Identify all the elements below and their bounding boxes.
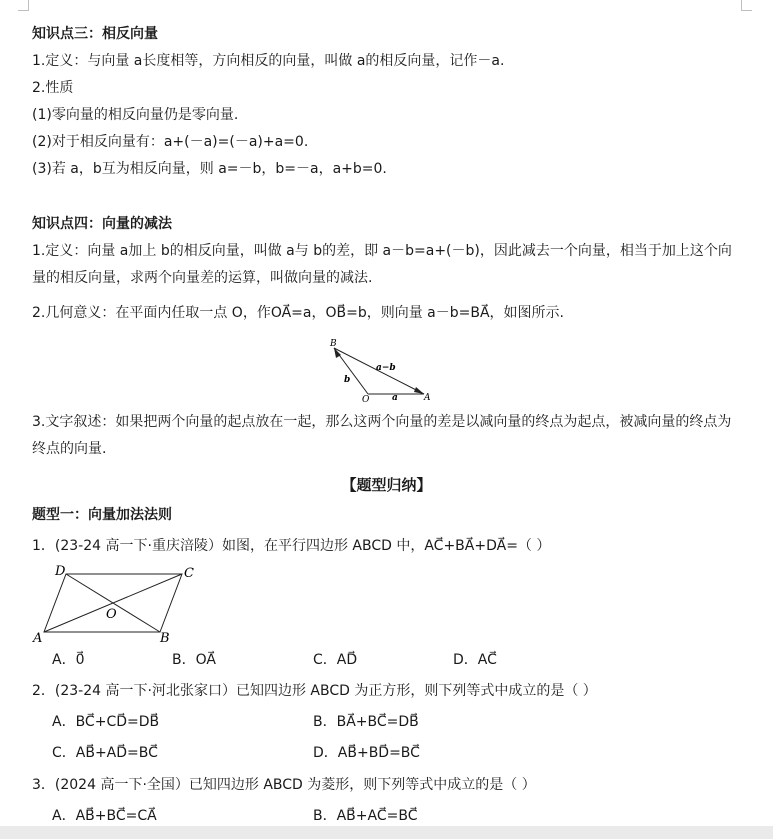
section4-definition-line1: 1.定义：向量 a加上 b的相反向量，叫做 a与 b的差，即 a－b=a+(－b)，因此减去一个向量，相当于加上这个向 [32, 243, 732, 259]
question-types-heading: 【题型归纳】 [341, 476, 432, 494]
question-1-stem: 1．(23-24 高一下·重庆涪陵）如图，在平行四边形 ABCD 中，AC⃗+BA⃗+DA⃗=（ ） [32, 538, 551, 554]
label-D: D [55, 564, 66, 579]
section3-property-2: (2)对于相反向量有：a+(－a)=(－a)+a=0. [32, 134, 309, 150]
page-corner-mark [741, 0, 752, 11]
label-b: b [344, 375, 351, 385]
label-A: A [33, 631, 43, 646]
section3-property-1: (1)零向量的相反向量仍是零向量. [32, 107, 239, 123]
label-a-minus-b: a−b [376, 363, 396, 373]
question-1-option-c: C．AD⃗ [313, 652, 358, 668]
label-B: B [330, 339, 337, 349]
label-A: A [424, 393, 431, 403]
section4-text-line2: 终点的向量. [32, 441, 107, 457]
section4-geometric-meaning: 2.几何意义：在平面内任取一点 O，作OA⃗=a，OB⃗=b，则向量 a－b=BA⃗，如图所示. [32, 305, 565, 321]
label-B: B [160, 631, 170, 646]
page-corner-mark [18, 0, 29, 11]
vector-subtraction-figure [320, 336, 440, 406]
section4-text-line1: 3.文字叙述：如果把两个向量的起点放在一起，那么这两个向量的差是以减向量的终点为起点，被减向量的终点为 [32, 414, 732, 430]
parallelogram-figure [30, 560, 205, 648]
arrow-head [414, 387, 424, 394]
question-2-option-d: D．AB⃗+BD⃗=BC⃗ [313, 745, 420, 761]
label-a: a [392, 393, 398, 403]
type1-title: 题型一：向量加法法则 [32, 507, 172, 523]
question-1-option-d: D．AC⃗ [453, 652, 497, 668]
question-2-option-b: B．BA⃗+BC⃗=DB⃗ [313, 714, 419, 730]
question-1-option-b: B．OA⃗ [172, 652, 216, 668]
question-3-stem: 3．(2024 高一下·全国）已知四边形 ABCD 为菱形，则下列等式中成立的是（ ） [32, 777, 536, 793]
label-O: O [106, 607, 117, 622]
section4-definition-line2: 量的相反向量，求两个向量差的运算，叫做向量的减法. [32, 270, 373, 286]
question-3-option-b: B．AB⃗+AC⃗=BC⃗ [313, 808, 418, 824]
label-O: O [362, 395, 370, 405]
label-C: C [184, 566, 194, 581]
question-3-option-a: A．AB⃗+BC⃗=CA⃗ [52, 808, 157, 824]
section3-property-title: 2.性质 [32, 80, 74, 96]
question-2-stem: 2．(23-24 高一下·河北张家口）已知四边形 ABCD 为正方形，则下列等式中成立的是（ ） [32, 683, 597, 699]
question-1-option-a: A．0⃗ [52, 652, 85, 668]
section3-title: 知识点三：相反向量 [32, 26, 158, 42]
section4-title: 知识点四：向量的减法 [32, 216, 172, 232]
section3-definition: 1.定义：与向量 a长度相等，方向相反的向量，叫做 a的相反向量，记作－a. [32, 53, 505, 69]
window-bottom-bar [0, 826, 773, 839]
section3-property-3: (3)若 a，b互为相反向量，则 a=－b，b=－a，a+b=0. [32, 161, 387, 177]
question-2-option-a: A．BC⃗+CD⃗=DB⃗ [52, 714, 160, 730]
question-2-option-c: C．AB⃗+AD⃗=BC⃗ [52, 745, 158, 761]
diagonal-BD [66, 574, 160, 632]
